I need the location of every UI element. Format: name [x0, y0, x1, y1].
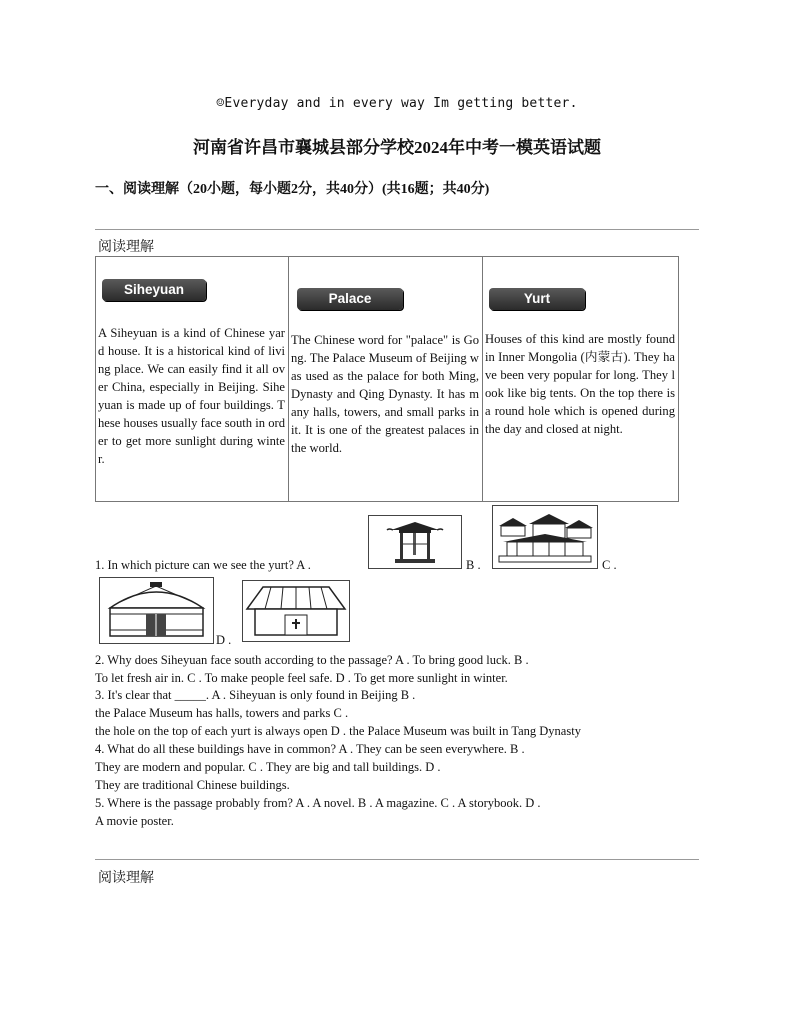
option-b-label: B . [466, 558, 481, 572]
motto: ☺Everyday and in every way Im getting better. [216, 96, 578, 111]
palace-text: The Chinese word for "palace" is Gong. The Palace Museum of Beijing was used as the palace for both Ming, Dynasty and Qing Dynasty. It has many halls, towers, and small parks in it. It is one of the greatest palaces in the world. [291, 333, 479, 455]
option-b-palace-image [492, 505, 598, 569]
divider-rule-2 [95, 859, 699, 860]
question-4-line-3: They are traditional Chinese buildings. [95, 778, 290, 792]
exam-title: 河南省许昌市襄城县部分学校2024年中考一模英语试题 [193, 138, 601, 157]
part-label: 阅读理解 [98, 240, 154, 255]
question-4-line-2: They are modern and popular. C . They are big and tall buildings. D . [95, 760, 441, 774]
part-2-label: 阅读理解 [98, 871, 154, 886]
siheyuan-cell [96, 257, 289, 502]
palace-tag: Palace [297, 288, 403, 310]
option-c-yurt-image [99, 577, 214, 644]
question-2-line-2: To let fresh air in. C . To make people feel safe. D . To get more sunlight in winter. [95, 671, 508, 685]
yurt-text: Houses of this kind are mostly found in Inner Mongolia (内蒙古). They have been very popular for long. They look like big tents. On the top there is a round hole which is opened during the day and closed at night. [485, 332, 675, 436]
question-2-line-1: 2. Why does Siheyuan face south according to the passage? A . To bring good luck. B . [95, 653, 529, 667]
question-1-stem: 1. In which picture can we see the yurt? A . [95, 558, 311, 572]
yurt-tag: Yurt [489, 288, 585, 310]
option-c-label: C . [602, 558, 617, 572]
question-3-line-2: the Palace Museum has halls, towers and parks C . [95, 706, 349, 720]
question-3-line-1: 3. It's clear that _____. A . Siheyuan is only found in Beijing B . [95, 688, 416, 702]
siheyuan-tag: Siheyuan [102, 279, 206, 301]
option-a-pavilion-image [368, 515, 462, 569]
section-heading: 一、阅读理解（20小题，每小题2分，共40分）(共16题；共40分) [95, 182, 490, 197]
yurt-cell [483, 257, 679, 502]
divider-rule [95, 229, 699, 230]
question-5-line-2: A movie poster. [95, 814, 174, 828]
question-5-line-1: 5. Where is the passage probably from? A . A novel. B . A magazine. C . A storybook. D . [95, 796, 541, 810]
question-3-line-3: the hole on the top of each yurt is always open D . the Palace Museum was built in Tang Dynasty [95, 724, 581, 738]
palace-cell [289, 257, 483, 502]
option-d-label: D . [216, 633, 232, 647]
siheyuan-text: A Siheyuan is a kind of Chinese yard house. It is a historical kind of living place. We can easily find it all over China, especially in Beijing. Siheyuan is made up of four buildings. These houses usually face south in order to get more sunlight during winter. [98, 326, 285, 466]
question-4-line-1: 4. What do all these buildings have in common? A . They can be seen everywhere. B . [95, 742, 525, 756]
option-d-siheyuan-image [242, 580, 350, 642]
reading-table [95, 256, 679, 502]
